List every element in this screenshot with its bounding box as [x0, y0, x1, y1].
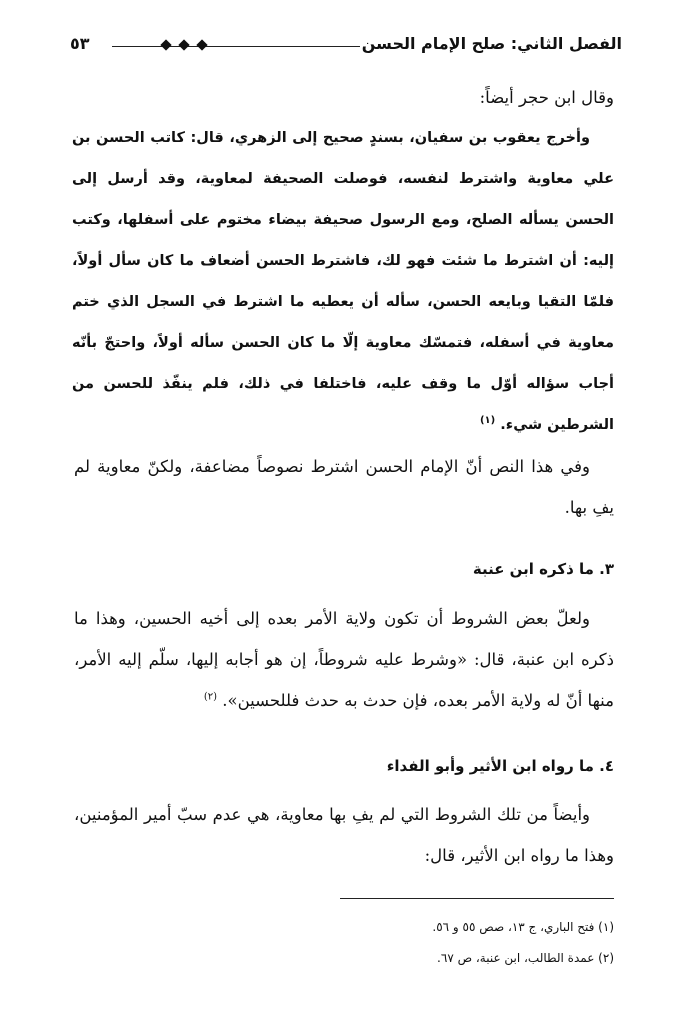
footnote-ref-2: (٢): [203, 691, 218, 703]
page-number: ٥٣: [70, 34, 90, 53]
section-heading-4: ٤. ما رواه ابن الأثير وأبو الفداء: [386, 757, 614, 775]
diamond-ornament-icon: [196, 39, 207, 50]
footnote-separator: [340, 898, 614, 899]
intro-quote-line: وقال ابن حجر أيضاً:: [479, 88, 614, 107]
running-title: الفصل الثاني: صلح الإمام الحسن: [361, 34, 622, 53]
quoted-passage: [72, 118, 614, 446]
paragraph-ibn-athir: وأيضاً من تلك الشروط التي لم يفِ بها معاوية، هي عدم سبّ أمير المؤمنين، وهذا ما رواه ابن الأثير، قال:: [74, 805, 614, 865]
quoted-passage-text: وأخرج يعقوب بن سفيان، بسندٍ صحيح إلى الزهري، قال: كاتب الحسن بن علي معاوية واشترط لنفسه، فوصلت الصحيفة لمعاوية، وقد أرسل إلى الحسن يسأله الصلح، ومع الرسول صحيفة بيضاء مختوم على أسفلها، وكتب إليه: أن اشترط ما شئت فهو لك، فاشترط الحسن أضعاف ما كان سأل أولاً، فلمّا التقيا وبايعه الحسن، سأله أن يعطيه ما اشترط في السجل الذي ختم معاوية في أسفله، فتمسّك معاوية إلّا ما كان الحسن سأله أولاً، واحتجّ بأنّه أجاب سؤاله أوّل ما وقف عليه، فاختلفا في ذلك، فلم ينفّذ للحسن من الشرطين شيء.: [72, 130, 614, 433]
footnote-1: (١) فتح الباري، ج ١٣، صص ٥٥ و ٥٦.: [432, 920, 614, 934]
header-rule: [112, 46, 360, 47]
paragraph-ibn-anaba-text: ولعلّ بعض الشروط أن تكون ولاية الأمر بعده إلى أخيه الحسين، وهذا ما ذكره ابن عنبة، قال: «وشرط عليه شروطاً، إن هو أجابه إليها، سلّم إليه الأمر، منها أنّ له ولاية الأمر بعده، فإن حدث به حدث فللحسين».: [74, 609, 614, 710]
section-heading-3: ٣. ما ذكره ابن عنبة: [472, 560, 614, 578]
footnote-ref-1: (١): [479, 415, 496, 427]
diamond-ornament-icon: [178, 39, 189, 50]
page-header: [70, 30, 622, 64]
paragraph-ibn-anaba: [74, 598, 614, 721]
diamond-ornament-icon: [160, 39, 171, 50]
commentary-paragraph: وفي هذا النص أنّ الإمام الحسن اشترط نصوصاً مضاعفة، ولكنّ معاوية لم يفِ بها.: [74, 457, 614, 517]
footnote-2: (٢) عمدة الطالب، ابن عنبة، ص ٦٧.: [437, 951, 614, 965]
